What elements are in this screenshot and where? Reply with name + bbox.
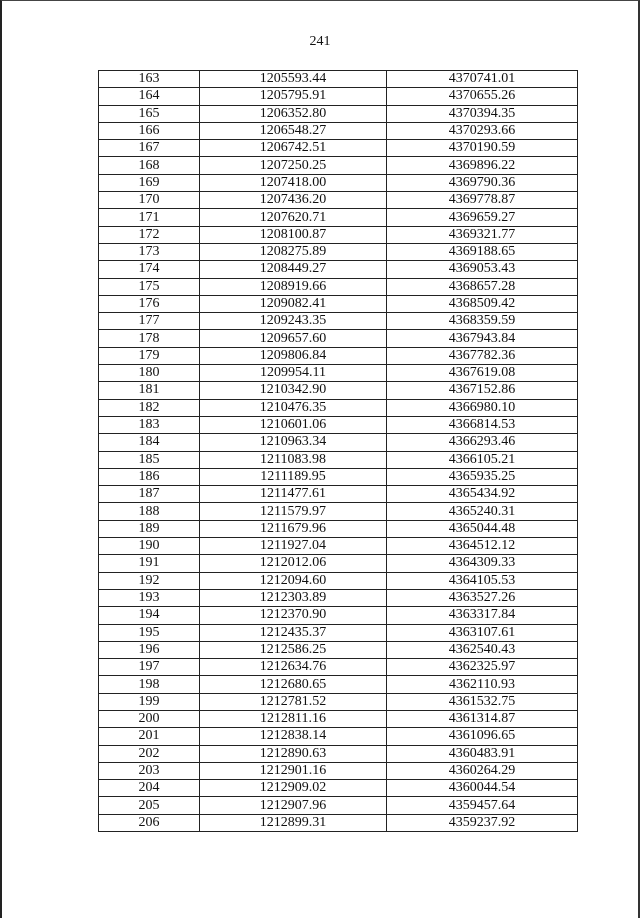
table-row: [99, 416, 578, 433]
table-row: [99, 105, 578, 122]
x-coordinate-cell: 1206548.27: [200, 122, 387, 139]
point-number-cell: 186: [99, 468, 200, 485]
point-number-cell: 196: [99, 641, 200, 658]
table-row: [99, 140, 578, 157]
x-coordinate-cell: 1209243.35: [200, 313, 387, 330]
x-coordinate-cell: 1212012.06: [200, 555, 387, 572]
point-number-cell: 192: [99, 572, 200, 589]
table-row: [99, 780, 578, 797]
table-row: [99, 295, 578, 312]
x-coordinate-cell: 1206742.51: [200, 140, 387, 157]
point-number-cell: 197: [99, 659, 200, 676]
y-coordinate-cell: 4369790.36: [387, 174, 578, 191]
point-number-cell: 185: [99, 451, 200, 468]
x-coordinate-cell: 1212370.90: [200, 607, 387, 624]
x-coordinate-cell: 1205795.91: [200, 88, 387, 105]
x-coordinate-cell: 1209657.60: [200, 330, 387, 347]
table-row: [99, 520, 578, 537]
y-coordinate-cell: 4368359.59: [387, 313, 578, 330]
y-coordinate-cell: 4361532.75: [387, 693, 578, 710]
x-coordinate-cell: 1212781.52: [200, 693, 387, 710]
x-coordinate-cell: 1207436.20: [200, 192, 387, 209]
y-coordinate-cell: 4367782.36: [387, 347, 578, 364]
y-coordinate-cell: 4367619.08: [387, 365, 578, 382]
x-coordinate-cell: 1207250.25: [200, 157, 387, 174]
point-number-cell: 165: [99, 105, 200, 122]
table-row: [99, 157, 578, 174]
point-number-cell: 175: [99, 278, 200, 295]
y-coordinate-cell: 4364309.33: [387, 555, 578, 572]
table-row: [99, 659, 578, 676]
point-number-cell: 181: [99, 382, 200, 399]
x-coordinate-cell: 1212909.02: [200, 780, 387, 797]
point-number-cell: 170: [99, 192, 200, 209]
x-coordinate-cell: 1210342.90: [200, 382, 387, 399]
point-number-cell: 204: [99, 780, 200, 797]
y-coordinate-cell: 4370190.59: [387, 140, 578, 157]
table-row: [99, 451, 578, 468]
x-coordinate-cell: 1209954.11: [200, 365, 387, 382]
table-row: [99, 641, 578, 658]
point-number-cell: 188: [99, 503, 200, 520]
point-number-cell: 191: [99, 555, 200, 572]
y-coordinate-cell: 4369659.27: [387, 209, 578, 226]
y-coordinate-cell: 4365240.31: [387, 503, 578, 520]
point-number-cell: 189: [99, 520, 200, 537]
point-number-cell: 180: [99, 365, 200, 382]
table-row: [99, 261, 578, 278]
point-number-cell: 190: [99, 538, 200, 555]
table-row: [99, 468, 578, 485]
point-number-cell: 195: [99, 624, 200, 641]
table-row: [99, 313, 578, 330]
table-row: [99, 486, 578, 503]
table-row: [99, 347, 578, 364]
y-coordinate-cell: 4370394.35: [387, 105, 578, 122]
x-coordinate-cell: 1212435.37: [200, 624, 387, 641]
page-number: 241: [309, 34, 331, 49]
x-coordinate-cell: 1212634.76: [200, 659, 387, 676]
table-row: [99, 728, 578, 745]
x-coordinate-cell: 1212901.16: [200, 762, 387, 779]
x-coordinate-cell: 1212586.25: [200, 641, 387, 658]
y-coordinate-cell: 4369188.65: [387, 243, 578, 260]
x-coordinate-cell: 1210476.35: [200, 399, 387, 416]
y-coordinate-cell: 4369053.43: [387, 261, 578, 278]
table-row: [99, 745, 578, 762]
table-row: [99, 399, 578, 416]
point-number-cell: 169: [99, 174, 200, 191]
table-row: [99, 192, 578, 209]
x-coordinate-cell: 1211679.96: [200, 520, 387, 537]
y-coordinate-cell: 4368657.28: [387, 278, 578, 295]
x-coordinate-cell: 1209806.84: [200, 347, 387, 364]
y-coordinate-cell: 4365434.92: [387, 486, 578, 503]
x-coordinate-cell: 1212907.96: [200, 797, 387, 814]
y-coordinate-cell: 4369321.77: [387, 226, 578, 243]
x-coordinate-cell: 1212303.89: [200, 589, 387, 606]
x-coordinate-cell: 1207418.00: [200, 174, 387, 191]
point-number-cell: 198: [99, 676, 200, 693]
point-number-cell: 173: [99, 243, 200, 260]
table-row: [99, 209, 578, 226]
point-number-cell: 176: [99, 295, 200, 312]
point-number-cell: 194: [99, 607, 200, 624]
coordinate-table: [98, 70, 578, 832]
point-number-cell: 171: [99, 209, 200, 226]
y-coordinate-cell: 4370293.66: [387, 122, 578, 139]
table-row: [99, 278, 578, 295]
y-coordinate-cell: 4365044.48: [387, 520, 578, 537]
table-row: [99, 174, 578, 191]
y-coordinate-cell: 4367943.84: [387, 330, 578, 347]
point-number-cell: 174: [99, 261, 200, 278]
coordinate-table-body: [99, 71, 578, 832]
y-coordinate-cell: 4369778.87: [387, 192, 578, 209]
y-coordinate-cell: 4368509.42: [387, 295, 578, 312]
y-coordinate-cell: 4366814.53: [387, 416, 578, 433]
table-row: [99, 122, 578, 139]
y-coordinate-cell: 4362540.43: [387, 641, 578, 658]
y-coordinate-cell: 4360044.54: [387, 780, 578, 797]
point-number-cell: 172: [99, 226, 200, 243]
point-number-cell: 202: [99, 745, 200, 762]
x-coordinate-cell: 1208100.87: [200, 226, 387, 243]
y-coordinate-cell: 4359237.92: [387, 814, 578, 831]
table-row: [99, 88, 578, 105]
point-number-cell: 164: [99, 88, 200, 105]
y-coordinate-cell: 4362110.93: [387, 676, 578, 693]
table-row: [99, 555, 578, 572]
x-coordinate-cell: 1210963.34: [200, 434, 387, 451]
point-number-cell: 166: [99, 122, 200, 139]
x-coordinate-cell: 1211927.04: [200, 538, 387, 555]
y-coordinate-cell: 4370741.01: [387, 71, 578, 88]
y-coordinate-cell: 4364105.53: [387, 572, 578, 589]
x-coordinate-cell: 1212899.31: [200, 814, 387, 831]
x-coordinate-cell: 1208919.66: [200, 278, 387, 295]
y-coordinate-cell: 4359457.64: [387, 797, 578, 814]
table-row: [99, 797, 578, 814]
y-coordinate-cell: 4363527.26: [387, 589, 578, 606]
y-coordinate-cell: 4366980.10: [387, 399, 578, 416]
x-coordinate-cell: 1208449.27: [200, 261, 387, 278]
table-row: [99, 330, 578, 347]
x-coordinate-cell: 1208275.89: [200, 243, 387, 260]
y-coordinate-cell: 4361096.65: [387, 728, 578, 745]
point-number-cell: 182: [99, 399, 200, 416]
x-coordinate-cell: 1207620.71: [200, 209, 387, 226]
x-coordinate-cell: 1206352.80: [200, 105, 387, 122]
x-coordinate-cell: 1210601.06: [200, 416, 387, 433]
point-number-cell: 201: [99, 728, 200, 745]
x-coordinate-cell: 1212838.14: [200, 728, 387, 745]
y-coordinate-cell: 4360483.91: [387, 745, 578, 762]
x-coordinate-cell: 1205593.44: [200, 71, 387, 88]
table-row: [99, 676, 578, 693]
point-number-cell: 206: [99, 814, 200, 831]
point-number-cell: 187: [99, 486, 200, 503]
table-row: [99, 243, 578, 260]
y-coordinate-cell: 4361314.87: [387, 710, 578, 727]
table-row: [99, 71, 578, 88]
x-coordinate-cell: 1211579.97: [200, 503, 387, 520]
table-row: [99, 434, 578, 451]
table-row: [99, 365, 578, 382]
y-coordinate-cell: 4363317.84: [387, 607, 578, 624]
point-number-cell: 183: [99, 416, 200, 433]
point-number-cell: 179: [99, 347, 200, 364]
y-coordinate-cell: 4366105.21: [387, 451, 578, 468]
x-coordinate-cell: 1212094.60: [200, 572, 387, 589]
table-row: [99, 503, 578, 520]
point-number-cell: 163: [99, 71, 200, 88]
point-number-cell: 205: [99, 797, 200, 814]
point-number-cell: 167: [99, 140, 200, 157]
point-number-cell: 184: [99, 434, 200, 451]
point-number-cell: 200: [99, 710, 200, 727]
y-coordinate-cell: 4363107.61: [387, 624, 578, 641]
point-number-cell: 203: [99, 762, 200, 779]
table-row: [99, 624, 578, 641]
y-coordinate-cell: 4362325.97: [387, 659, 578, 676]
table-row: [99, 382, 578, 399]
point-number-cell: 168: [99, 157, 200, 174]
table-row: [99, 710, 578, 727]
table-row: [99, 538, 578, 555]
table-row: [99, 693, 578, 710]
table-row: [99, 589, 578, 606]
table-row: [99, 572, 578, 589]
y-coordinate-cell: 4369896.22: [387, 157, 578, 174]
table-row: [99, 762, 578, 779]
x-coordinate-cell: 1211083.98: [200, 451, 387, 468]
x-coordinate-cell: 1212680.65: [200, 676, 387, 693]
point-number-cell: 193: [99, 589, 200, 606]
x-coordinate-cell: 1211477.61: [200, 486, 387, 503]
y-coordinate-cell: 4367152.86: [387, 382, 578, 399]
y-coordinate-cell: 4360264.29: [387, 762, 578, 779]
y-coordinate-cell: 4366293.46: [387, 434, 578, 451]
y-coordinate-cell: 4370655.26: [387, 88, 578, 105]
table-row: [99, 226, 578, 243]
x-coordinate-cell: 1212811.16: [200, 710, 387, 727]
y-coordinate-cell: 4365935.25: [387, 468, 578, 485]
point-number-cell: 177: [99, 313, 200, 330]
table-row: [99, 814, 578, 831]
x-coordinate-cell: 1212890.63: [200, 745, 387, 762]
y-coordinate-cell: 4364512.12: [387, 538, 578, 555]
point-number-cell: 178: [99, 330, 200, 347]
table-row: [99, 607, 578, 624]
x-coordinate-cell: 1209082.41: [200, 295, 387, 312]
point-number-cell: 199: [99, 693, 200, 710]
x-coordinate-cell: 1211189.95: [200, 468, 387, 485]
